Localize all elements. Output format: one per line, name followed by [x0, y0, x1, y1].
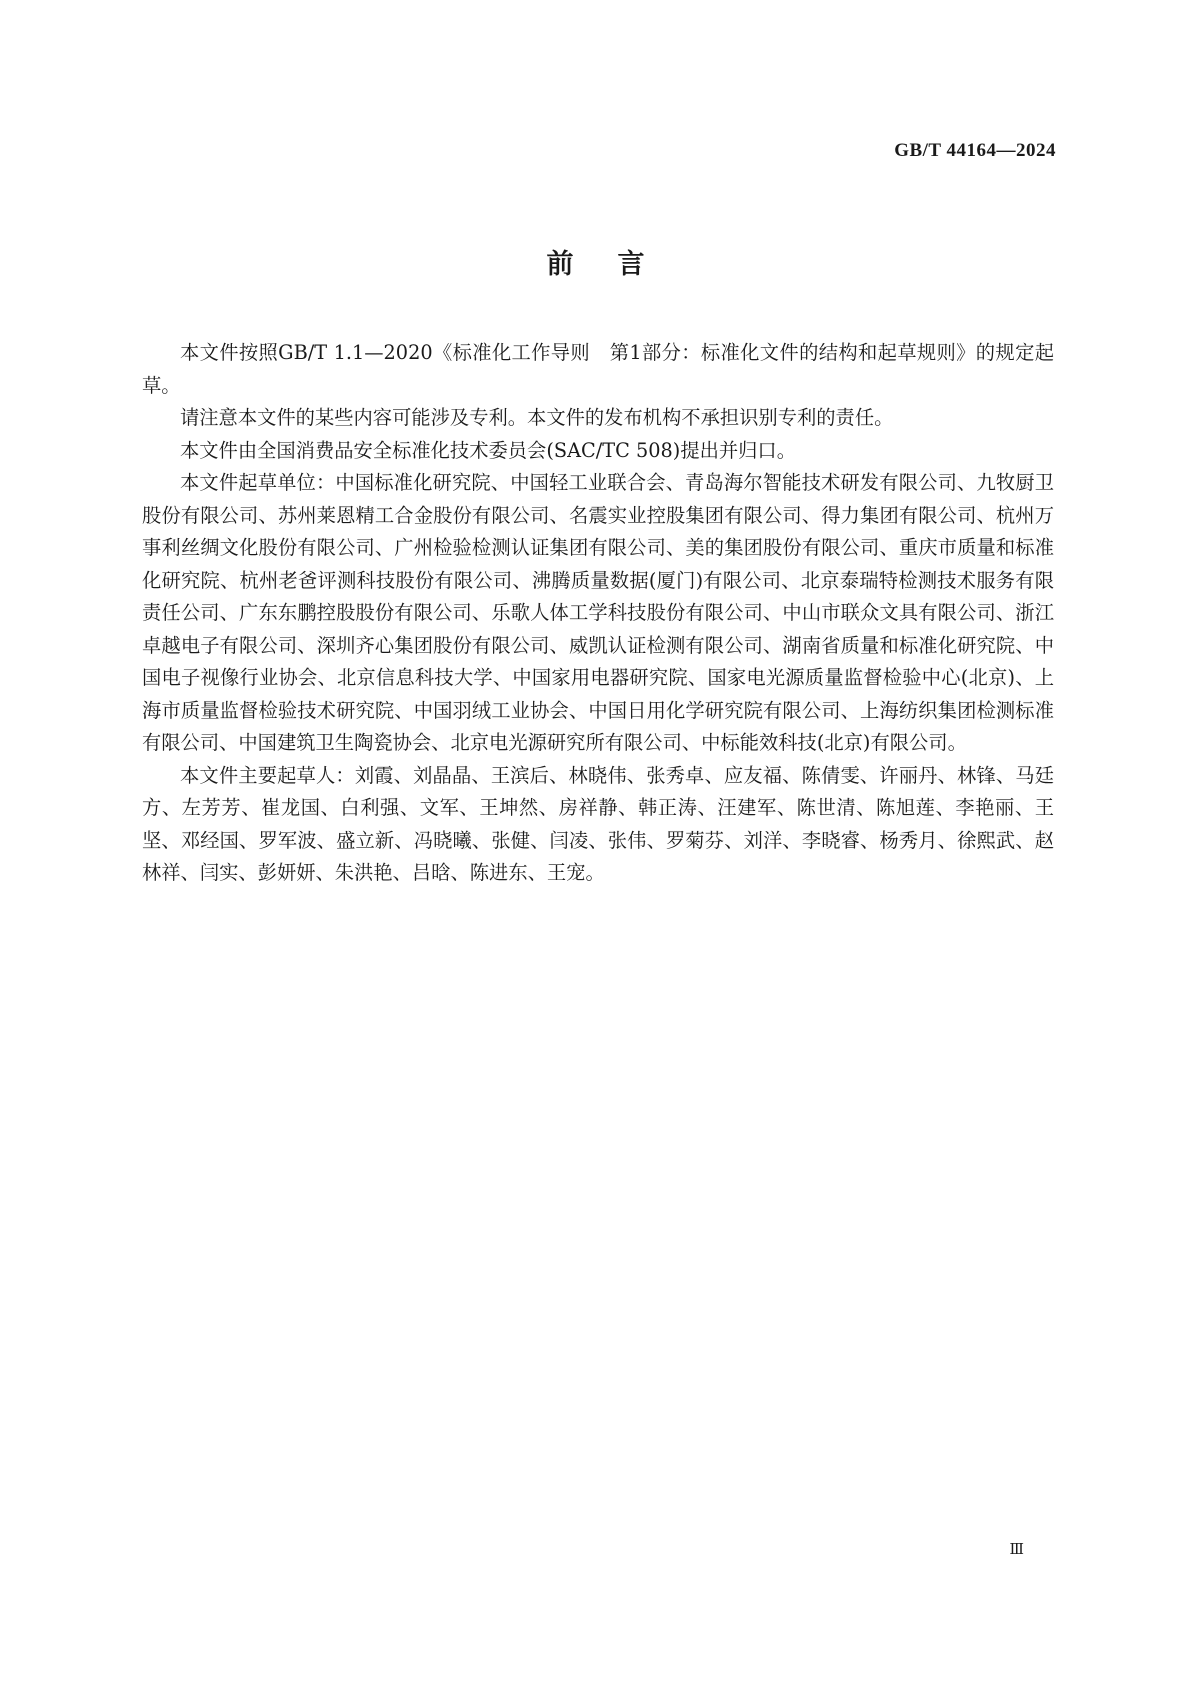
paragraph-proposing-committee: 本文件由全国消费品安全标准化技术委员会(SAC/TC 508)提出并归口。: [180, 438, 796, 462]
page-title: 前言: [546, 249, 689, 280]
paragraph-drafting-organizations: 本文件起草单位：中国标准化研究院、中国轻工业联合会、青岛海尔智能技术研发有限公司、九牧厨卫股份有限公司、苏州莱恩精工合金股份有限公司、名震实业控股集团有限公司、得力集团有限公司、杭州万事利丝绸文化股份有限公司、广州检验检测认证集团有限公司、美的集团股份有限公司、重庆市质量和标准化研究院、杭州老爸评测科技股份有限公司、沸腾质量数据(厦门)有限公司、北京泰瑞特检测技术服务有限责任公司、广东东鹏控股股份有限公司、乐歌人体工学科技股份有限公司、中山市联众文具有限公司、浙江卓越电子有限公司、深圳齐心集团股份有限公司、威凯认证检测有限公司、湖南省质量和标准化研究院、中国电子视像行业协会、北京信息科技大学、中国家用电器研究院、国家电光源质量监督检验中心(北京)、上海市质量监督检验技术研究院、中国羽绒工业协会、中国日用化学研究院有限公司、上海纺织集团检测标准有限公司、中国建筑卫生陶瓷协会、北京电光源研究所有限公司、中标能效科技(北京)有限公司。: [142, 471, 1054, 754]
standard-code: GB/T 44164—2024: [894, 140, 1056, 161]
foreword-body: [142, 337, 1054, 890]
paragraph-patent-notice: 请注意本文件的某些内容可能涉及专利。本文件的发布机构不承担识别专利的责任。: [180, 406, 894, 429]
page-number: Ⅲ: [1009, 1542, 1024, 1558]
paragraph-main-drafters: 本文件主要起草人：刘霞、刘晶晶、王滨后、林晓伟、张秀卓、应友福、陈倩雯、许丽丹、林锋、马廷方、左芳芳、崔龙国、白利强、文军、王坤然、房祥静、韩正涛、汪建军、陈世清、陈旭莲、李艳丽、王坚、邓经国、罗军波、盛立新、冯晓曦、张健、闫凌、张伟、罗菊芬、刘洋、李晓睿、杨秀月、徐熙武、赵林祥、闫实、彭妍妍、朱洪艳、吕晗、陈进东、王宠。: [142, 763, 1054, 884]
paragraph-drafting-rules: 本文件按照GB/T 1.1—2020《标准化工作导则 第1部分：标准化文件的结构和起草规则》的规定起草。: [142, 341, 1054, 397]
